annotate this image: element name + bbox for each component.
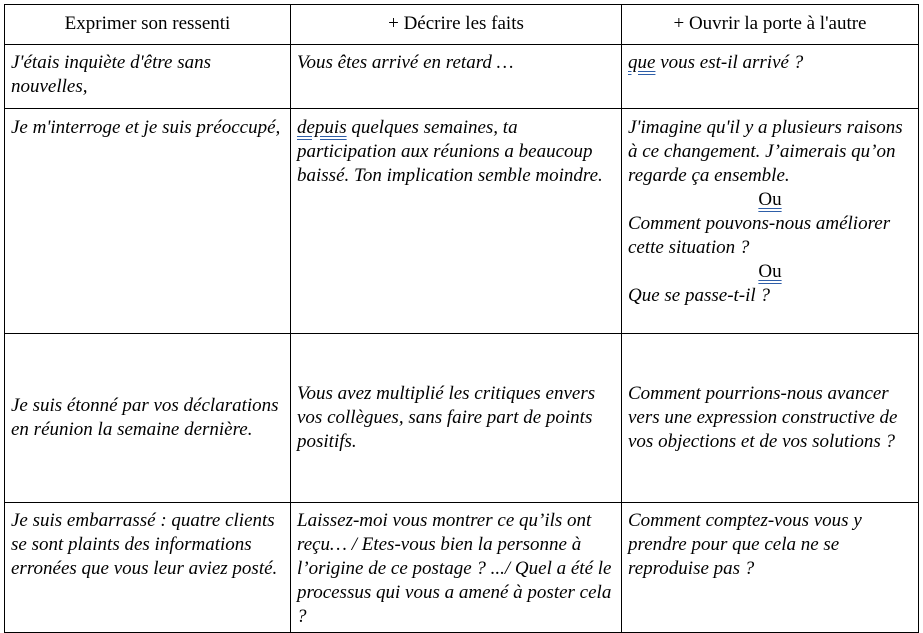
cell-text: quelques semaines, ta participation aux réunions a beaucoup baissé. Ton implication semble moindre. <box>297 117 603 186</box>
header-open-door: + Ouvrir la porte à l'autre <box>622 5 919 45</box>
cell-opening: Comment pourrions-nous avancer vers une expression constructive de vos objections et de vos solutions ? <box>622 334 919 503</box>
cell-text: vous est-il arrivé ? <box>655 52 804 73</box>
header-row <box>5 5 919 45</box>
or-separator: Ou <box>758 189 782 210</box>
cell-feeling: Je m'interroge et je suis préoccupé, <box>5 109 291 334</box>
communication-table <box>4 4 919 633</box>
cell-facts: Laissez-moi vous montrer ce qu’ils ont reçu… / Etes-vous bien la personne à l’origine de ce postage ? .../ Quel a été le processus qui vous a amené à poster cela ? <box>291 503 622 633</box>
table-row <box>5 109 919 334</box>
option-text-a: J'imagine qu'il y a plusieurs raisons à ce changement. J’aimerais qu’on regarde ça ensemble. <box>628 117 903 186</box>
option-text-c: Que se passe-t-il ? <box>628 285 770 306</box>
table-row <box>5 45 919 109</box>
cell-feeling: J'étais inquiète d'être sans nouvelles, <box>5 45 291 109</box>
option-text-b: Comment pouvons-nous améliorer cette situation ? <box>628 213 891 258</box>
or-separator: Ou <box>758 261 782 282</box>
cell-opening <box>622 45 919 109</box>
cell-facts <box>291 109 622 334</box>
header-describe-facts: + Décrire les faits <box>291 5 622 45</box>
underlined-word: que <box>628 52 656 73</box>
table-row <box>5 334 919 503</box>
cell-feeling: Je suis étonné par vos déclarations en réunion la semaine dernière. <box>5 334 291 503</box>
cell-facts: Vous êtes arrivé en retard … <box>291 45 622 109</box>
cell-opening: Comment comptez-vous vous y prendre pour que cela ne se reproduise pas ? <box>622 503 919 633</box>
cell-facts: Vous avez multiplié les critiques envers vos collègues, sans faire part de points positifs. <box>291 334 622 503</box>
header-express-feeling: Exprimer son ressenti <box>5 5 291 45</box>
table-row <box>5 503 919 633</box>
cell-opening <box>622 109 919 334</box>
cell-feeling: Je suis embarrassé : quatre clients se sont plaints des informations erronées que vous leur aviez posté. <box>5 503 291 633</box>
underlined-word: depuis <box>297 117 347 138</box>
